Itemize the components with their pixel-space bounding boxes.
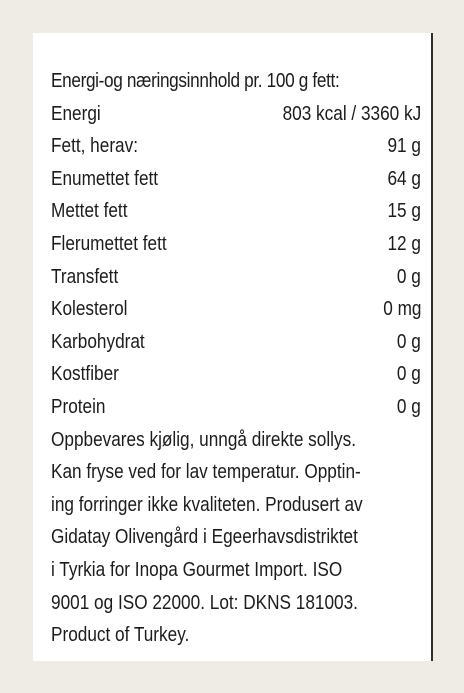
nutrient-name: Energi bbox=[51, 102, 101, 125]
nutrient-name: Enumettet fett bbox=[51, 167, 159, 190]
label-content bbox=[51, 65, 421, 652]
nutrient-value: 64 g bbox=[387, 167, 421, 190]
nutrition-row-kostfiber bbox=[51, 358, 421, 391]
nutrition-row-mettet bbox=[51, 195, 421, 228]
product-label bbox=[33, 33, 431, 661]
nutrition-row-transfett bbox=[51, 261, 421, 294]
nutrition-heading: Energi-og næringsinnhold pr. 100 g fett: bbox=[51, 70, 340, 92]
nutrient-name: Karbohydrat bbox=[51, 330, 145, 353]
nutrient-value: 91 g bbox=[387, 135, 421, 158]
nutrient-value: 0 g bbox=[397, 363, 421, 386]
note-line: Kan fryse ved for lav temperatur. Opptin- bbox=[51, 461, 361, 484]
label-edge-divider bbox=[431, 33, 433, 661]
nutrient-name: Flerumettet fett bbox=[51, 232, 167, 255]
nutrition-row-energi bbox=[51, 98, 421, 131]
nutrient-name: Protein bbox=[51, 395, 106, 418]
note-line: Oppbevares kjølig, unngå direkte sollys. bbox=[51, 428, 356, 451]
nutrient-name: Mettet fett bbox=[51, 200, 128, 223]
nutrient-value: 0 g bbox=[397, 395, 421, 418]
note-line: ing forringer ikke kvaliteten. Produsert av bbox=[51, 493, 363, 516]
nutrient-value: 0 mg bbox=[382, 298, 421, 321]
nutrient-name: Kolesterol bbox=[51, 298, 128, 321]
nutrient-value: 12 g bbox=[387, 232, 421, 255]
nutrient-value: 0 g bbox=[397, 330, 421, 353]
nutrition-row-fett bbox=[51, 130, 421, 163]
note-line: Gidatay Olivengård i Egeerhavsdistriktet bbox=[51, 526, 358, 549]
note-line: i Tyrkia for Inopa Gourmet Import. ISO bbox=[51, 558, 343, 581]
nutrient-name: Transfett bbox=[51, 265, 119, 288]
nutrient-value: 803 kcal / 3360 kJ bbox=[282, 102, 421, 125]
nutrient-value: 0 g bbox=[397, 265, 421, 288]
nutrient-value: 15 g bbox=[387, 200, 421, 223]
nutrient-name: Fett, herav: bbox=[51, 135, 138, 158]
nutrition-row-karbohydrat bbox=[51, 326, 421, 359]
nutrition-row-flerumettet bbox=[51, 228, 421, 261]
storage-and-origin-note bbox=[51, 424, 421, 652]
nutrition-row-kolesterol bbox=[51, 293, 421, 326]
nutrient-name: Kostfiber bbox=[51, 363, 119, 386]
nutrition-row-protein bbox=[51, 391, 421, 424]
nutrition-row-enumettet bbox=[51, 163, 421, 196]
note-line: 9001 og ISO 22000. Lot: DKNS 181003. bbox=[51, 591, 358, 614]
note-line: Product of Turkey. bbox=[51, 624, 190, 647]
